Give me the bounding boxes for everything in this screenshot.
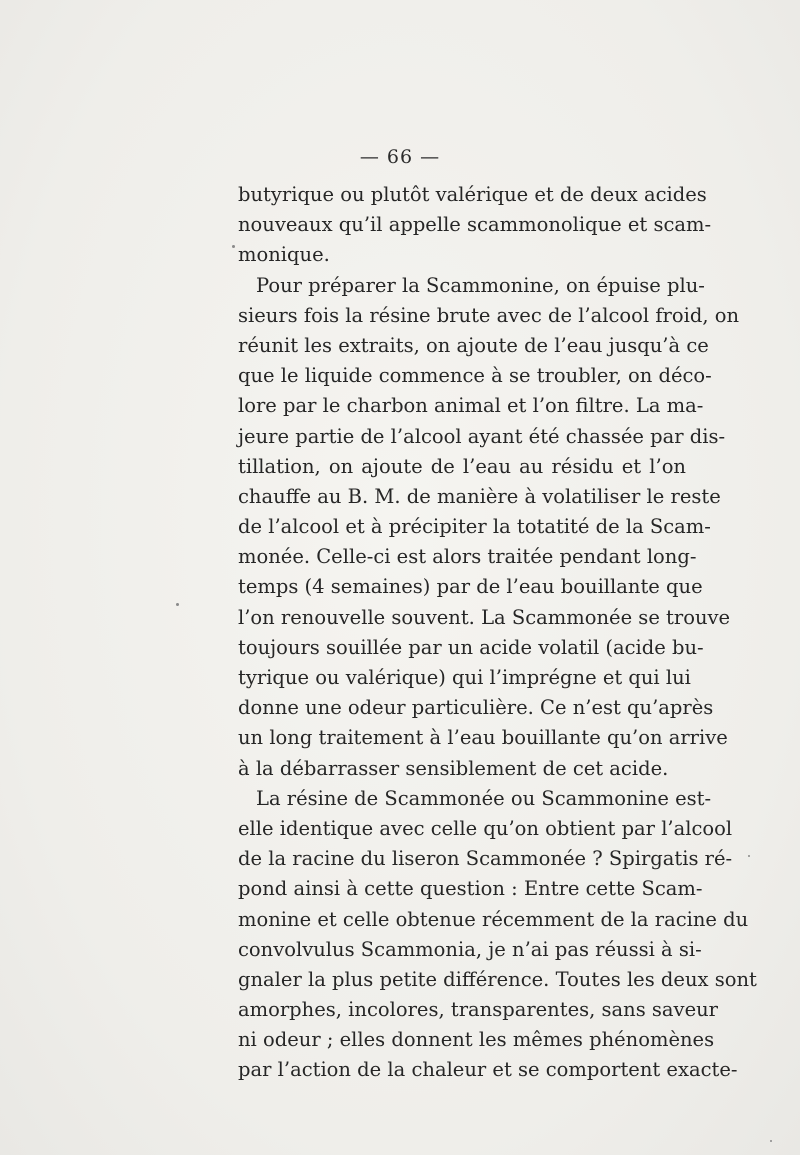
paper-speck <box>748 855 750 857</box>
text-line: par l’action de la chaleur et se comportent exacte- <box>238 1058 738 1082</box>
text-line: sieurs fois la résine brute avec de l’alcool froid, on <box>238 303 740 327</box>
text-line: de la racine du liseron Scammonée ? Spirgatis ré- <box>238 847 733 871</box>
text-line: tillation, on ajoute de l’eau au résidu et l’on <box>238 454 686 478</box>
text-line: réunit les extraits, on ajoute de l’eau jusqu’à ce <box>238 333 709 357</box>
paragraph-start-line: Pour préparer la Scammonine, on épuise plu- <box>256 273 705 297</box>
text-line: de l’alcool et à précipiter la totatité de la Scam- <box>238 515 711 539</box>
text-line: toujours souillée par un acide volatil (acide bu- <box>238 635 704 659</box>
text-line: l’on renouvelle souvent. La Scammonée se trouve <box>238 605 731 629</box>
text-line: nouveaux qu’il appelle scammonolique et scam- <box>238 213 712 237</box>
text-line: monée. Celle-ci est alors traitée pendant long- <box>238 545 697 569</box>
text-line: butyrique ou plutôt valérique et de deux acides <box>238 183 707 206</box>
paper-speck <box>770 1140 772 1142</box>
page-number: — 66 — <box>359 146 441 168</box>
text-line: jeure partie de l’alcool ayant été chassée par dis- <box>238 424 726 448</box>
text-line: temps (4 semaines) par de l’eau bouillante que <box>238 575 703 599</box>
text-line: pond ainsi à cette question : Entre cette Scam- <box>238 877 703 901</box>
text-line: gnaler la plus petite différence. Toutes les deux sont <box>238 967 757 991</box>
paper-speck <box>176 603 179 606</box>
text-line: lore par le charbon animal et l’on filtre. La ma- <box>238 394 704 418</box>
text-line: que le liquide commence à se troubler, on déco- <box>238 364 712 388</box>
text-line: amorphes, incolores, transparentes, sans saveur <box>238 998 718 1022</box>
text-line: donne une odeur particulière. Ce n’est qu’après <box>238 696 714 720</box>
text-line: chauffe au B. M. de manière à volatiliser le reste <box>238 484 721 508</box>
text-line: convolvulus Scammonia, je n’ai pas réussi à si- <box>238 937 702 961</box>
body-text <box>238 180 757 1086</box>
text-line: monique. <box>238 243 330 267</box>
text-line: monine et celle obtenue récemment de la racine du <box>238 907 749 931</box>
text-line: elle identique avec celle qu’on obtient par l’alcool <box>238 816 733 840</box>
paper-speck <box>232 245 235 248</box>
text-line: un long traitement à l’eau bouillante qu’on arrive <box>238 726 728 750</box>
text-line: à la débarrasser sensiblement de cet acide. <box>238 756 669 780</box>
paragraph-start-line: La résine de Scammonée ou Scammonine est- <box>256 786 712 810</box>
text-line: tyrique ou valérique) qui l’imprégne et qui lui <box>238 666 691 689</box>
text-line: ni odeur ; elles donnent les mêmes phénomènes <box>238 1028 715 1052</box>
